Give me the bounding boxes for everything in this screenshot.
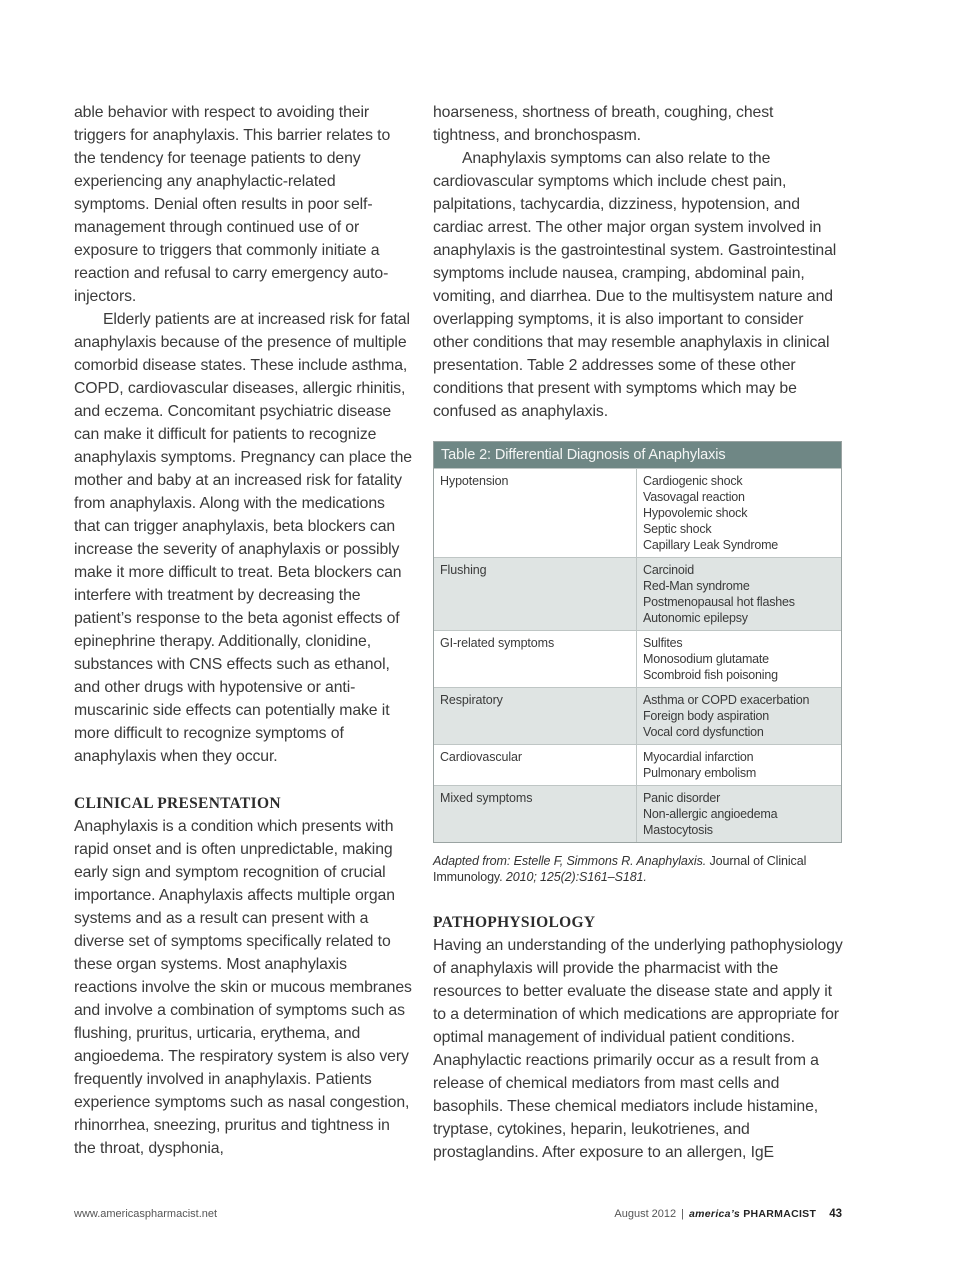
condition-item: Panic disorder <box>643 791 721 805</box>
table-row <box>434 630 841 687</box>
condition-item: Vocal cord dysfunction <box>643 725 764 739</box>
table-row <box>434 744 841 785</box>
condition-item: Hypovolemic shock <box>643 506 748 520</box>
condition-item: Vasovagal reaction <box>643 490 745 504</box>
footer-separator: | <box>681 1208 685 1220</box>
condition-item: Carcinoid <box>643 563 695 577</box>
table-cell-conditions <box>637 688 841 744</box>
brand-small: america’s <box>689 1208 740 1220</box>
condition-item: Myocardial infarction <box>643 750 754 764</box>
differential-diagnosis-table <box>433 441 842 843</box>
brand-big: PHARMACIST <box>743 1208 817 1220</box>
table-cell-conditions <box>637 631 841 687</box>
table-cell-category: GI-related symptoms <box>434 631 637 687</box>
table-caption <box>433 853 843 885</box>
table-cell-category: Respiratory <box>434 688 637 744</box>
table-cell-category: Cardiovascular <box>434 745 637 785</box>
table-row <box>434 557 841 630</box>
condition-item: Red-Man syndrome <box>643 579 750 593</box>
paragraph: hoarseness, shortness of breath, coughing, chest tightness, and bronchospasm. <box>433 104 774 144</box>
condition-item: Foreign body aspiration <box>643 709 770 723</box>
table-cell-category: Flushing <box>434 558 637 630</box>
table-row <box>434 785 841 842</box>
condition-item: Monosodium glutamate <box>643 652 769 666</box>
condition-item: Autonomic epilepsy <box>643 611 748 625</box>
paragraph: able behavior with respect to avoiding their triggers for anaphylaxis. This barrier relates to the tendency for teenage patients to deny experiencing any anaphylactic-related symptoms. Denial often results in poor self-management through continued use of or exposure to triggers that commonly initiate a reaction and refusal to carry emergency auto-injectors. <box>74 104 391 305</box>
table-row <box>434 468 841 557</box>
paragraph: Anaphylaxis symptoms can also relate to the cardiovascular symptoms which include chest pain, palpitations, tachycardia, dizziness, hypotension, and cardiac arrest. The other major organ system involved in anaphylaxis is the gastrointestinal system. Gastrointestinal symptoms include nausea, cramping, abdominal pain, vomiting, and diarrhea. Due to the multisystem nature and overlapping symptoms, it is also important to consider other conditions that may resemble anaphylaxis in clinical presentation. Table 2 addresses some of these other conditions that present with symptoms which may be confused as anaphylaxis. <box>433 150 837 420</box>
left-column <box>74 101 412 1160</box>
condition-item: Septic shock <box>643 522 712 536</box>
right-column <box>433 101 843 1164</box>
condition-item: Sulfites <box>643 636 683 650</box>
table-body <box>434 468 841 842</box>
condition-item: Scombroid fish poisoning <box>643 668 778 682</box>
page-number: 43 <box>829 1208 842 1220</box>
paragraph: Anaphylaxis is a condition which presents with rapid onset and is often unpredictable, making early sign and symptom recognition of crucial importance. Anaphylaxis affects multiple organ systems and as a result can present with a diverse set of symptoms specifically related to these organ systems. Most anaphylaxis reactions involve the skin or mucous membranes and involve a combination of symptoms such as flushing, pruritus, urticaria, erythema, and angioedema. The respiratory system is also very frequently involved in anaphylaxis. Patients experience symptoms such as nasal congestion, rhinorrhea, sneezing, pruritus and tightness in the throat, dysphonia, <box>74 818 412 1157</box>
condition-item: Pulmonary embolism <box>643 766 757 780</box>
paragraph: Elderly patients are at increased risk for fatal anaphylaxis because of the presence of multiple comorbid disease states. These include asthma, COPD, cardiovascular diseases, allergic rhinitis, and eczema. Concomitant psychiatric disease can make it difficult for patients to recognize anaphylaxis symptoms. Pregnancy can place the mother and baby at an increased risk for fatality from anaphylaxis. Along with the medications that can trigger anaphylaxis, beta blockers can increase the severity of anaphylaxis or possibly make it more difficult to treat. Beta blockers can interfere with treatment by decreasing the patient’s response to the beta agonist effects of epinephrine therapy. Additionally, clonidine, substances with CNS effects such as ethanol, and other drugs with hypotensive or anti-muscarinic side effects can potentially make it more difficult to recognize symptoms of anaphylaxis when they occur. <box>74 311 412 765</box>
table-cell-category: Hypotension <box>434 469 637 557</box>
table-title: Table 2: Differential Diagnosis of Anaphylaxis <box>434 442 841 468</box>
condition-item: Non-allergic angioedema <box>643 807 778 821</box>
caption-citation: Adapted from: Estelle F, Simmons R. Anaphylaxis. <box>433 854 707 868</box>
publication-logo <box>689 1208 816 1220</box>
paragraph: Having an understanding of the underlying pathophysiology of anaphylaxis will provide the pharmacist with the resources to better evaluate the disease state and apply it to a determination of which medications are appropriate for optimal management of individual patient conditions. Anaphylactic reactions primarily occur as a result from a release of chemical mediators from mast cells and basophils. These chemical mediators include histamine, tryptase, cytokines, heparin, leukotrienes, and prostaglandins. After exposure to an allergen, IgE <box>433 937 843 1161</box>
table-cell-conditions <box>637 558 841 630</box>
condition-item: Cardiogenic shock <box>643 474 743 488</box>
caption-journal: Journal of Clinical Immunology. <box>433 854 807 884</box>
table-cell-conditions <box>637 469 841 557</box>
footer-website: www.americaspharmacist.net <box>74 1208 218 1220</box>
condition-item: Capillary Leak Syndrome <box>643 538 779 552</box>
footer-right <box>614 1208 842 1220</box>
table-cell-conditions <box>637 745 841 785</box>
condition-item: Mastocytosis <box>643 823 713 837</box>
table-row <box>434 687 841 744</box>
footer-date: August 2012 <box>614 1208 677 1220</box>
table-cell-conditions <box>637 786 841 842</box>
section-heading-pathophysiology: PATHOPHYSIOLOGY <box>433 914 596 931</box>
table-cell-category: Mixed symptoms <box>434 786 637 842</box>
section-heading-clinical-presentation: CLINICAL PRESENTATION <box>74 795 281 812</box>
condition-item: Asthma or COPD exacerbation <box>643 693 810 707</box>
condition-item: Postmenopausal hot flashes <box>643 595 795 609</box>
caption-volume: 2010; 125(2):S161–S181. <box>505 870 647 884</box>
